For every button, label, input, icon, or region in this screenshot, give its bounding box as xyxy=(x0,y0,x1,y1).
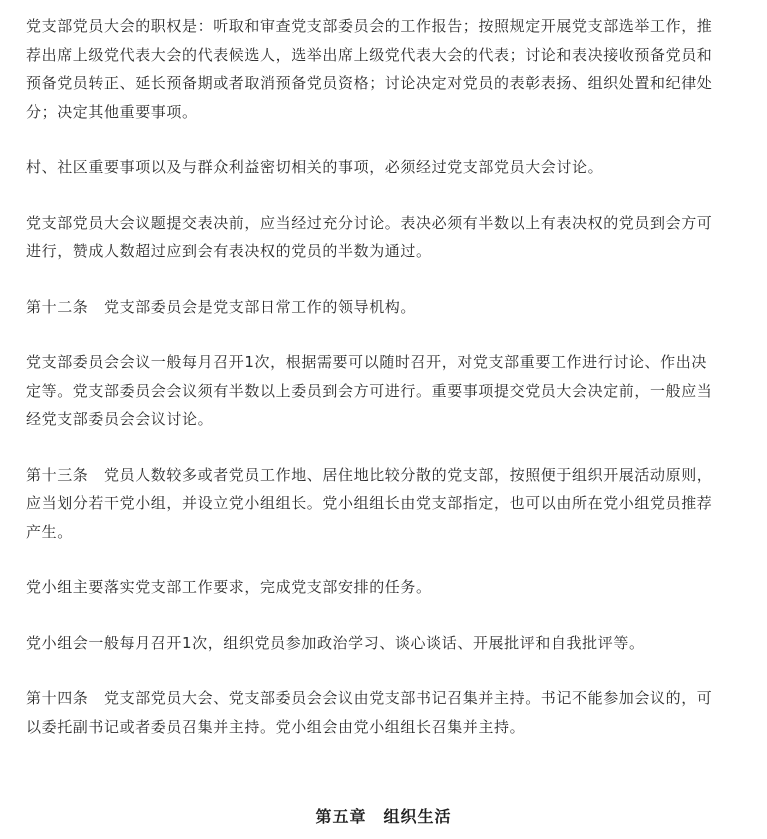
chapter-heading: 第五章 组织生活 xyxy=(315,807,452,826)
paragraph-article-13: 第十三条 党员人数较多或者党员工作地、居住地比较分散的党支部，按照便于组织开展活动原则，应当划分若干党小组，并设立党小组组长。党小组组长由党支部指定，也可以由所在党小组党员推荐产生。 xyxy=(26,465,713,541)
document-body xyxy=(26,12,716,768)
paragraph-committee-meetings: 党支部委员会会议一般每月召开1次，根据需要可以随时召开，对党支部重要工作进行讨论、作出决定等。党支部委员会会议须有半数以上委员到会方可进行。重要事项提交党员大会决定前，一般应当经党支部委员会会议讨论。 xyxy=(26,353,713,428)
paragraph-group-meetings: 党小组会一般每月召开1次，组织党员参加政治学习、谈心谈话、开展批评和自我批评等。 xyxy=(26,633,645,652)
paragraph-group-tasks: 党小组主要落实党支部工作要求，完成党支部安排的任务。 xyxy=(26,578,432,596)
paragraph-community-matters: 村、社区重要事项以及与群众利益密切相关的事项，必须经过党支部党员大会讨论。 xyxy=(26,158,604,176)
paragraph-branch-meeting-powers: 党支部党员大会的职权是：听取和审查党支部委员会的工作报告；按照规定开展党支部选举工作，推荐出席上级党代表大会的代表候选人，选举出席上级党代表大会的代表；讨论和表决接收预备党员和预备党员转正、延长预备期或者取消预备党员资格；讨论决定对党员的表彰表扬、组织处置和纪律处分；决定其他重要事项。 xyxy=(26,17,713,121)
paragraph-article-14: 第十四条 党支部党员大会、党支部委员会会议由党支部书记召集并主持。书记不能参加会议的，可以委托副书记或者委员召集并主持。党小组会由党小组组长召集并主持。 xyxy=(26,689,713,736)
paragraph-article-12: 第十二条 党支部委员会是党支部日常工作的领导机构。 xyxy=(26,297,417,316)
paragraph-voting-rules: 党支部党员大会议题提交表决前，应当经过充分讨论。表决必须有半数以上有表决权的党员到会方可进行，赞成人数超过应到会有表决权的党员的半数为通过。 xyxy=(26,213,713,260)
